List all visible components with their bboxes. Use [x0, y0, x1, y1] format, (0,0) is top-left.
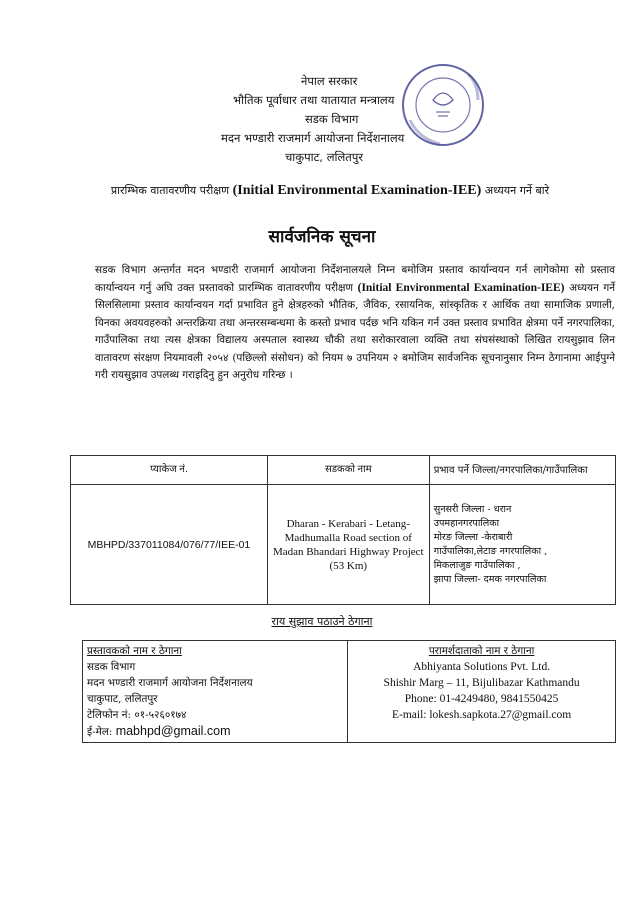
cell-affected-areas [429, 485, 615, 605]
area-line: झापा जिल्ला- दमक नगरपालिका [433, 573, 547, 585]
consultant-email-link[interactable]: E-mail: lokesh.sapkota.27@gmail.com [391, 709, 572, 721]
area-line: मिकलाजुङ गाउँपालिका , [433, 559, 521, 571]
cell-package-no: MBHPD/337011084/076/77/IEE-01 [71, 485, 268, 605]
proposer-cell [83, 641, 348, 743]
header-road-name: सडकको नाम [267, 456, 429, 485]
header-line-government: नेपाल सरकार [301, 74, 358, 88]
subject-line [60, 182, 600, 200]
header-package-no: प्याकेज नं. [71, 456, 268, 485]
address-row [83, 641, 616, 743]
address-title-text: राय सुझाव पठाउने ठेगाना [271, 615, 373, 628]
proposer-line: मदन भण्डारी राजमार्ग आयोजना निर्देशनालय [87, 677, 253, 689]
area-line: मोरङ जिल्ला -केराबारी [433, 531, 513, 543]
header-line-ministry: भौतिक पूर्वाधार तथा यातायात मन्त्रालय [233, 93, 395, 107]
subject-prefix: प्रारम्भिक वातावरणीय परीक्षण [110, 184, 230, 197]
address-section-title [0, 614, 644, 629]
proposer-line: सडक विभाग [87, 661, 136, 673]
package-table-header [71, 456, 616, 485]
proposer-line: चाकुपाट, ललितपुर [87, 693, 158, 705]
consultant-line: Abhiyanta Solutions Pvt. Ltd. [413, 661, 551, 673]
table-row [71, 485, 616, 605]
consultant-phone: Phone: 01-4249480, 9841550425 [404, 693, 559, 705]
subject-english: (Initial Environmental Examination-IEE) [232, 183, 482, 198]
body-english: (Initial Environmental Examination-IEE) [357, 281, 565, 294]
header-line-location: चाकुपाट, ललितपुर [285, 150, 364, 164]
proposer-email-label: ई-मेल: [87, 726, 113, 738]
area-line: उपमहानगरपालिका [433, 517, 500, 529]
header-line-directorate: मदन भण्डारी राजमार्ग आयोजना निर्देशनालय [221, 131, 405, 145]
area-line: सुनसरी जिल्ला - धरान [433, 503, 512, 515]
package-table [70, 455, 616, 605]
body-part1: सडक विभाग अन्तर्गत मदन भण्डारी राजमार्ग आयोजना निर्देशनालयले निम्न बमोजिम प्रस्ताव कार्यान्वयन गर्न लागेकोमा सो प्रस्ताव कार्यान्वयन गर्नु अघि उक्त प्रस्तावको प्रारम्भिक वातावरणीय परीक्षण [95, 264, 615, 294]
proposer-email-link[interactable]: mabhpd@gmail.com [115, 724, 231, 738]
consultant-heading: परामर्शदाताको नाम र ठेगाना [428, 645, 535, 657]
subject-suffix: अध्ययन गर्ने बारे [484, 184, 550, 197]
proposer-phone: टेलिफोन नं: ०१-५२६०१७४ [87, 709, 187, 721]
notice-body [95, 262, 615, 385]
address-table [82, 640, 616, 743]
header-line-department: सडक विभाग [305, 112, 359, 126]
consultant-cell [348, 641, 616, 743]
proposer-heading: प्रस्तावकको नाम र ठेगाना [87, 645, 182, 657]
consultant-line: Shishir Marg – 11, Bijulibazar Kathmandu [383, 677, 580, 689]
header-affected-areas: प्रभाव पर्ने जिल्ला/नगरपालिका/गाउँपालिका [429, 456, 615, 485]
notice-title: सार्वजनिक सूचना [268, 227, 376, 247]
official-seal-icon [398, 60, 488, 150]
area-line: गाउँपालिका,लेटाङ नगरपालिका , [433, 545, 548, 557]
proposer-email-row [87, 723, 343, 740]
cell-road-name: Dharan - Kerabari - Letang-Madhumalla Road section of Madan Bhandari Highway Project (53 Km) [267, 485, 429, 605]
body-part2: अध्ययन गर्ने सिलसिलामा प्रस्ताव कार्यान्वयन गर्दा प्रभावित हुने क्षेत्रहरुको भौतिक, जैविक, रसायनिक, सांस्कृतिक र आर्थिक तथा सामाजिक प्रणाली, यिनका अवयवहरुको अन्तरक्रिया तथा अन्तरसम्बन्धमा के कस्तो प्रभाव पर्दछ भनि यकिन गर्न उक्त प्रस्ताव प्रभावित क्षेत्रमा पर्ने नगरपालिका, गाउँपालिका तथा त्यस क्षेत्रका विद्यालय अस्पताल स्वास्थ्य चौकी तथा सरोकारवाला व्यक्ति तथा संघसंस्थाको लिखित रायसुझाव लिन वातावरण संरक्षण नियमावली २०५४ (पछिल्लो संसोधन) को नियम ७ उपनियम २ बमोजिम सार्वजनिक सूचनानुसार निम्न ठेगानामा आईपुग्ने गरी रायसुझाव उपलब्ध गराइदिनु हुन अनुरोध गरिन्छ । [95, 281, 615, 381]
